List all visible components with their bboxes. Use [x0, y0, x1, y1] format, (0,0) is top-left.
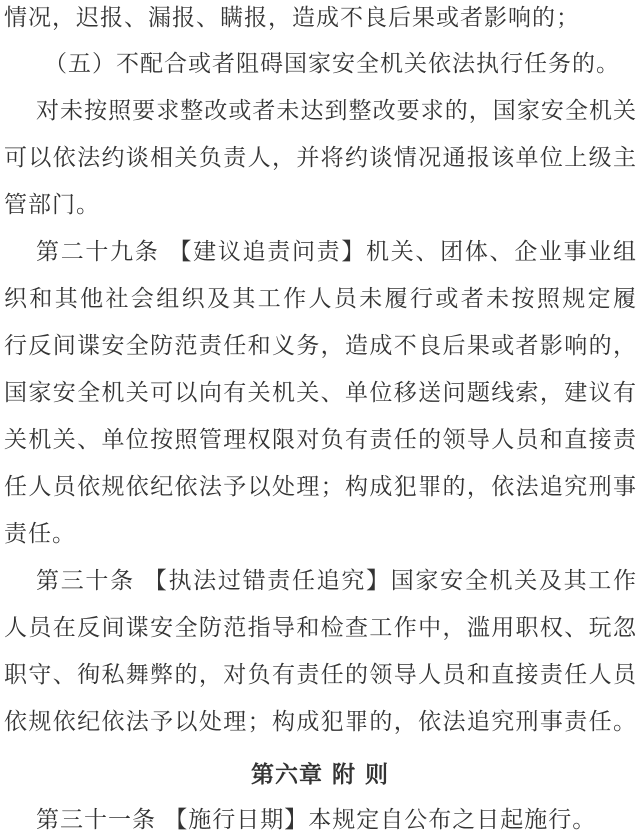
text-line: 依规依纪依法予以处理；构成犯罪的，依法追究刑事责任。 [4, 709, 636, 735]
article-31-line: 第三十一条 【施行日期】本规定自公布之日起施行。 [36, 807, 597, 833]
text-line: 责任。 [4, 521, 76, 547]
text-line: 管部门。 [4, 192, 100, 218]
text-line: 对未按照要求整改或者未达到整改要求的，国家安全机关 [36, 98, 636, 124]
text-line: 行反间谍安全防范责任和义务，造成不良后果或者影响的， [4, 333, 636, 359]
text-line: 情况，迟报、漏报、瞒报，造成不良后果或者影响的； [4, 5, 580, 31]
text-line: 职守、徇私舞弊的，对负有责任的领导人员和直接责任人员 [4, 662, 636, 688]
text-line: 关机关、单位按照管理权限对负有责任的领导人员和直接责 [4, 427, 636, 453]
article-30-heading-line: 第三十条 【执法过错责任追究】国家安全机关及其工作 [36, 568, 636, 594]
text-line: 人员在反间谍安全防范指导和检查工作中，滥用职权、玩忽 [4, 615, 636, 641]
article-29-heading-line: 第二十九条 【建议追责问责】机关、团体、企业事业组 [36, 239, 636, 265]
text-line: 织和其他社会组织及其工作人员未履行或者未按照规定履 [4, 286, 636, 312]
text-line: 任人员依规依纪依法予以处理；构成犯罪的，依法追究刑事 [4, 474, 636, 500]
chapter-heading: 第六章 附 则 [250, 762, 389, 788]
text-line: （五）不配合或者阻碍国家安全机关依法执行任务的。 [44, 51, 620, 77]
text-line: 国家安全机关可以向有关机关、单位移送问题线索，建议有 [4, 380, 636, 406]
text-line: 可以依法约谈相关负责人，并将约谈情况通报该单位上级主 [4, 145, 636, 171]
